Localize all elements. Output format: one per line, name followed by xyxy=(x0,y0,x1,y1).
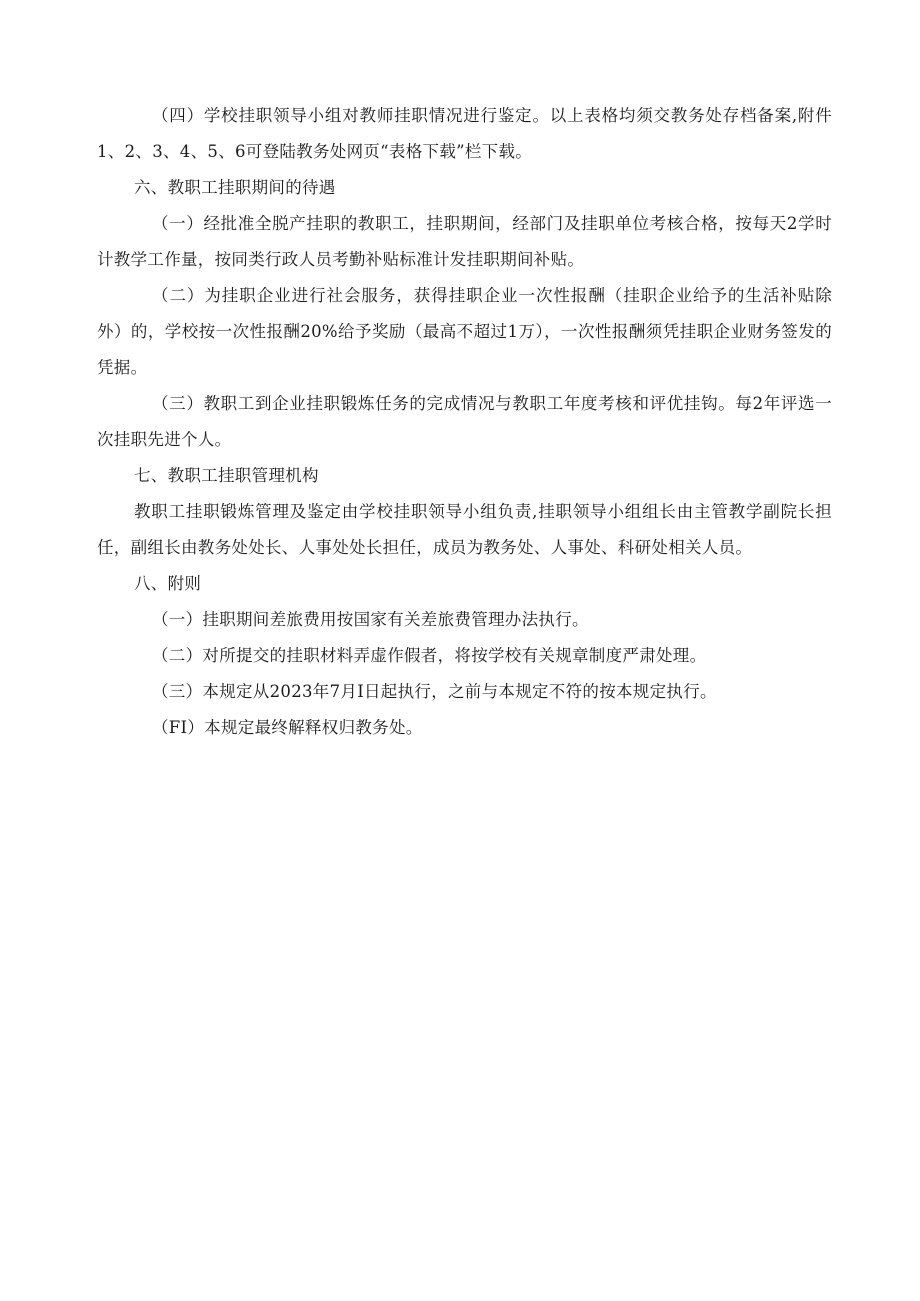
paragraph-appendix-2: （二）对所提交的挂职材料弄虚作假者，将按学校有关规章制度严肃处理。 xyxy=(152,646,707,665)
paragraph-management: 教职工挂职锻炼管理及鉴定由学校挂职领导小组负责,挂职领导小组组长由主管教学副院长担任，副组长由教务处处长、人事处处长担任，成员为教务处、人事处、科研处相关人员。 xyxy=(97,502,832,557)
paragraph-appendix-3: （三）本规定从2023年7月I日起执行，之前与本规定不符的按本规定执行。 xyxy=(152,682,717,701)
section-heading-7: 七、教职工挂职管理机构 xyxy=(134,466,319,485)
document-body xyxy=(97,98,832,746)
section-heading-6: 六、教职工挂职期间的待遇 xyxy=(134,178,336,197)
paragraph-item-2: （二）为挂职企业进行社会服务，获得挂职企业一次性报酬（挂职企业给予的生活补贴除外）的，学校按一次性报酬20%给予奖励（最高不超过1万），一次性报酬须凭挂职企业财务签发的凭据。 xyxy=(97,286,832,377)
paragraph-item-4: （四）学校挂职领导小组对教师挂职情况进行鉴定。以上表格均须交教务处存档备案,附件1、2、3、4、5、6可登陆教务处网页“表格下载”栏下载。 xyxy=(97,106,832,161)
section-heading-8: 八、附则 xyxy=(134,574,202,593)
paragraph-item-3: （三）教职工到企业挂职锻炼任务的完成情况与教职工年度考核和评优挂钩。每2年评选一次挂职先进个人。 xyxy=(97,394,832,449)
paragraph-appendix-4: （FI）本规定最终解释权归教务处。 xyxy=(152,718,423,737)
paragraph-appendix-1: （一）挂职期间差旅费用按国家有关差旅费管理办法执行。 xyxy=(152,610,589,629)
paragraph-item-1: （一）经批准全脱产挂职的教职工，挂职期间，经部门及挂职单位考核合格，按每天2学时计教学工作量，按同类行政人员考勤补贴标准计发挂职期间补贴。 xyxy=(97,214,832,269)
